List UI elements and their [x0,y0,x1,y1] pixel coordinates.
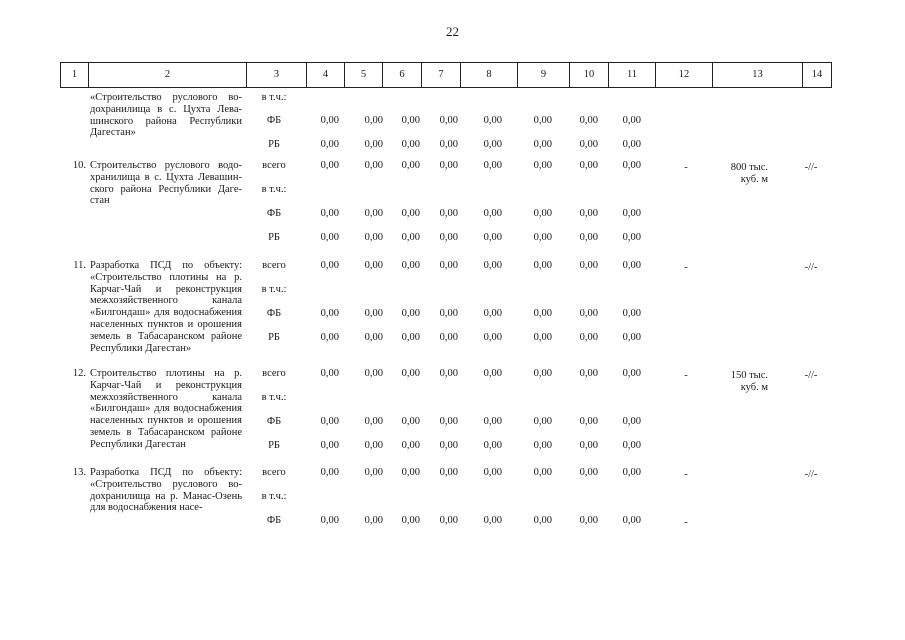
header-cell: 1 [60,63,88,87]
row-description: Строительство плотины на р. Карчаг-Чай и реконструкция межхозяйственного канала «Билгондаш» для водоснабжения населенных пунктов и орошения земель в Табасаранском районе Республики Дагестан [90,368,242,450]
amount-cell: 0,00 [364,368,383,379]
amount-cell: 0,00 [579,308,598,319]
amount-cell: 0,00 [439,260,458,271]
amount-cell: 0,00 [579,440,598,451]
col12-value: - [684,469,688,480]
amount-cell: 0,00 [364,232,383,243]
ditto-mark: -//- [804,162,818,173]
amount-cell: 0,00 [401,208,420,219]
funding-source-label: в т.ч.: [261,392,287,403]
header-cell: 11 [608,63,655,87]
header-cell: 8 [460,63,517,87]
amount-cell: 0,00 [439,160,458,171]
header-cell: 9 [517,63,569,87]
amount-cell: 0,00 [364,467,383,478]
amount-cell: 0,00 [401,467,420,478]
header-cell: 6 [382,63,421,87]
ditto-mark: -//- [804,262,818,273]
amount-cell: 0,00 [622,440,641,451]
col12-value: - [684,262,688,273]
funding-source-label: ФБ [266,208,282,219]
row-number: 11. [73,260,86,271]
funding-source-label: всего [262,260,286,271]
amount-cell: 0,00 [364,160,383,171]
amount-cell: 0,00 [622,160,641,171]
amount-cell: 0,00 [401,260,420,271]
amount-cell: 0,00 [320,515,339,526]
amount-cell: 0,00 [364,260,383,271]
header-cell: 5 [344,63,382,87]
amount-cell: 0,00 [439,416,458,427]
amount-cell: 0,00 [364,208,383,219]
amount-cell: 0,00 [439,139,458,150]
amount-cell: 0,00 [439,467,458,478]
amount-cell: 0,00 [579,260,598,271]
funding-source-label: в т.ч.: [261,92,287,103]
amount-cell: 0,00 [439,440,458,451]
amount-cell: 0,00 [483,260,502,271]
amount-cell: 0,00 [533,440,552,451]
amount-cell: 0,00 [533,208,552,219]
amount-cell: 0,00 [622,515,641,526]
amount-cell: 0,00 [364,440,383,451]
amount-cell: 0,00 [483,115,502,126]
amount-cell: 0,00 [533,332,552,343]
amount-cell: 0,00 [533,515,552,526]
funding-source-label: в т.ч.: [261,284,287,295]
header-cell: 10 [569,63,608,87]
funding-source-label: РБ [268,139,280,150]
amount-cell: 0,00 [320,260,339,271]
amount-cell: 0,00 [483,139,502,150]
funding-source-label: в т.ч.: [261,491,287,502]
amount-cell: 0,00 [320,115,339,126]
amount-cell: 0,00 [439,208,458,219]
amount-cell: 0,00 [483,416,502,427]
header-cell: 7 [421,63,460,87]
amount-cell: 0,00 [533,467,552,478]
amount-cell: 0,00 [579,467,598,478]
amount-cell: 0,00 [439,115,458,126]
amount-cell: 0,00 [364,139,383,150]
header-cell: 12 [655,63,712,87]
row-description: Разработка ПСД по объекту: «Строительство руслового водохранилища на р. Манас-Озень для водоснабжения насе- [90,467,242,514]
amount-cell: 0,00 [579,139,598,150]
amount-cell: 0,00 [579,368,598,379]
amount-cell: 0,00 [320,139,339,150]
row-description: «Строительство руслового водохранилища в с. Цухта Левашинского района Республики Дагестан» [90,92,242,139]
page-number: 22 [446,24,459,39]
amount-cell: 0,00 [533,139,552,150]
amount-cell: 0,00 [320,467,339,478]
amount-cell: 0,00 [622,308,641,319]
amount-cell: 0,00 [533,260,552,271]
amount-cell: 0,00 [320,368,339,379]
amount-cell: 0,00 [364,308,383,319]
amount-cell: 0,00 [401,232,420,243]
amount-cell: 0,00 [320,208,339,219]
amount-cell: 0,00 [401,139,420,150]
funding-source-label: РБ [268,232,280,243]
amount-cell: 0,00 [622,139,641,150]
amount-cell: 0,00 [483,308,502,319]
amount-cell: 0,00 [439,515,458,526]
col12-value: - [684,517,688,528]
amount-cell: 0,00 [439,368,458,379]
amount-cell: 0,00 [483,208,502,219]
amount-cell: 0,00 [401,160,420,171]
amount-cell: 0,00 [483,332,502,343]
amount-cell: 0,00 [364,332,383,343]
amount-cell: 0,00 [622,208,641,219]
header-cell: 14 [802,63,832,87]
funding-source-label: всего [262,160,286,171]
funding-source-label: всего [262,368,286,379]
col12-value: - [684,370,688,381]
amount-cell: 0,00 [533,160,552,171]
ditto-mark: -//- [804,370,818,381]
amount-cell: 0,00 [579,332,598,343]
amount-cell: 0,00 [483,440,502,451]
funding-source-label: в т.ч.: [261,184,287,195]
amount-cell: 0,00 [622,467,641,478]
row-description: Строительство руслового водохранилища в с. Цухта Левашинского района Республики Дагестан [90,160,242,207]
amount-cell: 0,00 [579,232,598,243]
amount-cell: 0,00 [320,332,339,343]
ditto-mark: -//- [804,469,818,480]
capacity-value: 150 тыс. куб. м [730,370,768,393]
amount-cell: 0,00 [320,416,339,427]
amount-cell: 0,00 [579,515,598,526]
header-cell: 4 [306,63,344,87]
capacity-value: 800 тыс. куб. м [730,162,768,185]
table-header [60,62,832,88]
amount-cell: 0,00 [320,308,339,319]
amount-cell: 0,00 [622,232,641,243]
amount-cell: 0,00 [320,232,339,243]
funding-source-label: ФБ [266,308,282,319]
amount-cell: 0,00 [364,416,383,427]
funding-source-label: РБ [268,332,280,343]
header-cell: 3 [246,63,306,87]
funding-source-label: ФБ [266,515,282,526]
row-number: 10. [72,160,86,171]
amount-cell: 0,00 [622,260,641,271]
amount-cell: 0,00 [483,467,502,478]
amount-cell: 0,00 [622,368,641,379]
amount-cell: 0,00 [483,368,502,379]
amount-cell: 0,00 [483,160,502,171]
amount-cell: 0,00 [483,232,502,243]
funding-source-label: всего [262,467,286,478]
amount-cell: 0,00 [533,115,552,126]
amount-cell: 0,00 [579,208,598,219]
amount-cell: 0,00 [533,368,552,379]
amount-cell: 0,00 [401,368,420,379]
amount-cell: 0,00 [579,160,598,171]
amount-cell: 0,00 [439,332,458,343]
row-number: 13. [72,467,86,478]
amount-cell: 0,00 [401,416,420,427]
amount-cell: 0,00 [439,232,458,243]
amount-cell: 0,00 [533,308,552,319]
amount-cell: 0,00 [439,308,458,319]
amount-cell: 0,00 [401,308,420,319]
amount-cell: 0,00 [622,416,641,427]
amount-cell: 0,00 [364,115,383,126]
amount-cell: 0,00 [533,416,552,427]
row-number: 12. [72,368,86,379]
amount-cell: 0,00 [622,332,641,343]
amount-cell: 0,00 [401,115,420,126]
funding-source-label: ФБ [266,416,282,427]
amount-cell: 0,00 [401,332,420,343]
amount-cell: 0,00 [579,416,598,427]
amount-cell: 0,00 [364,515,383,526]
amount-cell: 0,00 [622,115,641,126]
amount-cell: 0,00 [533,232,552,243]
amount-cell: 0,00 [320,440,339,451]
header-cell: 2 [88,63,246,87]
col12-value: - [684,162,688,173]
funding-source-label: ФБ [266,115,282,126]
amount-cell: 0,00 [401,515,420,526]
amount-cell: 0,00 [579,115,598,126]
header-cell: 13 [712,63,802,87]
amount-cell: 0,00 [401,440,420,451]
amount-cell: 0,00 [483,515,502,526]
funding-source-label: РБ [268,440,280,451]
amount-cell: 0,00 [320,160,339,171]
row-description: Разработка ПСД по объекту: «Строительство плотины на р. Карчаг-Чай и реконструкция межхозяйственного канала «Билгондаш» для водоснабжения населенных пунктов и орошения земель в Табасаранском районе Республики Дагестан» [90,260,242,354]
